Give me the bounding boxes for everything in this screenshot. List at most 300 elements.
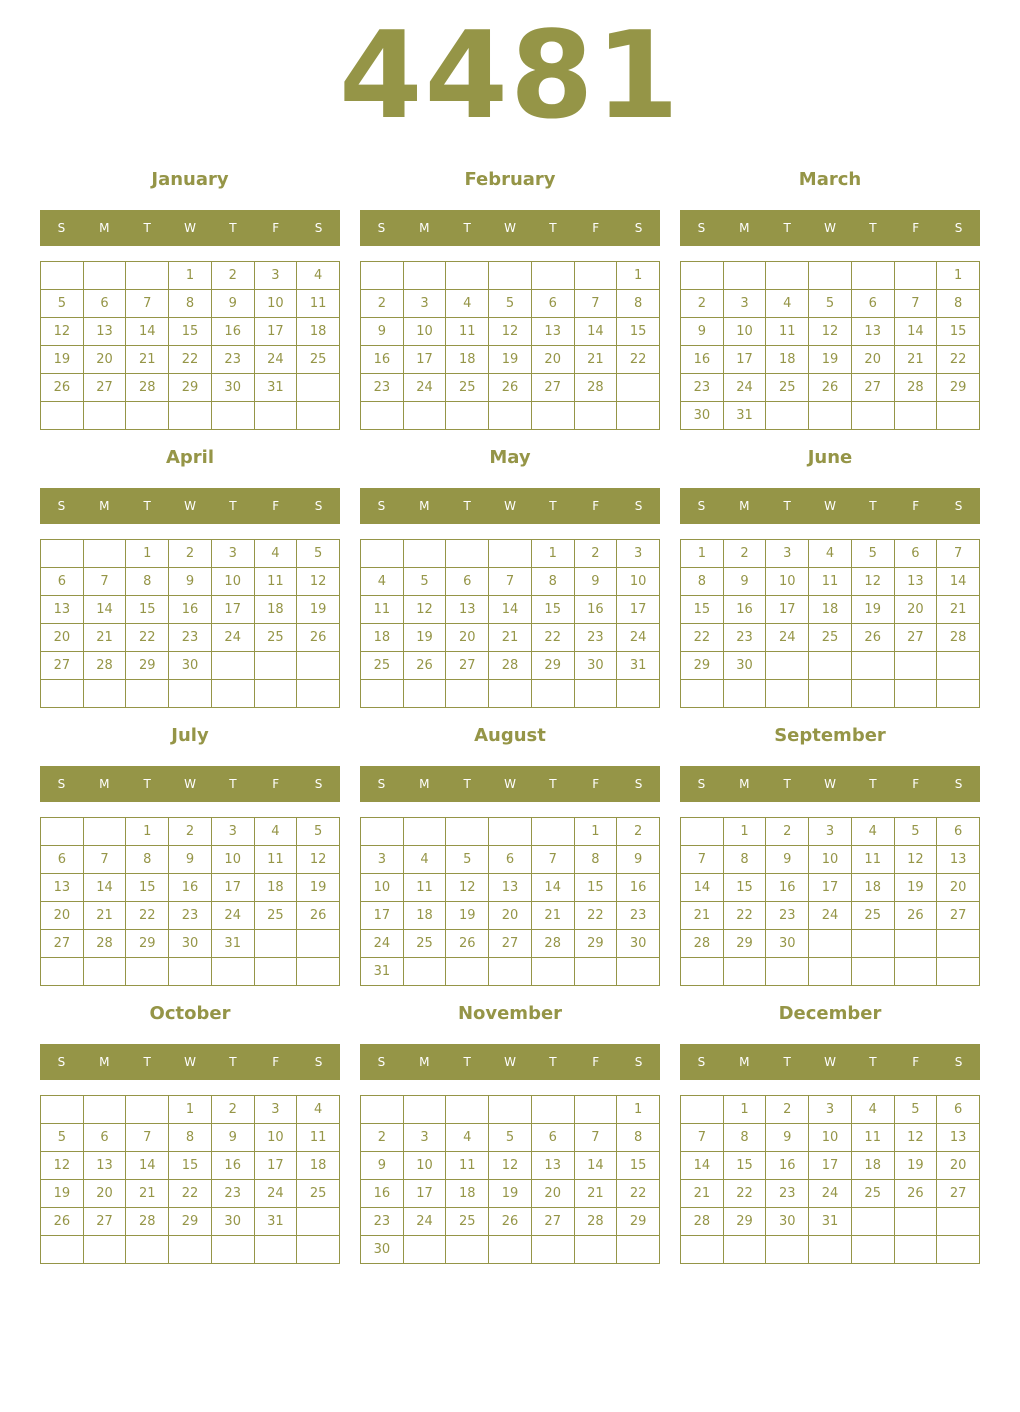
day-cell: 15 (126, 874, 169, 902)
weekday-header (40, 488, 340, 524)
day-cell: 2 (361, 1124, 404, 1152)
day-cell: 10 (212, 568, 255, 596)
month-title: May (489, 447, 531, 468)
day-cell (809, 652, 852, 680)
weekday-header (680, 1044, 980, 1080)
weekday-label: T (869, 777, 877, 791)
weekday-label: T (229, 1055, 237, 1069)
day-cell: 30 (212, 374, 255, 402)
day-cell (809, 958, 852, 986)
month-may (360, 438, 660, 708)
day-cell: 12 (895, 846, 938, 874)
day-cell (766, 1236, 809, 1264)
day-cell: 9 (575, 568, 618, 596)
day-cell: 5 (446, 846, 489, 874)
weekday-label: S (377, 221, 386, 235)
day-cell: 28 (895, 374, 938, 402)
day-cell: 5 (895, 1096, 938, 1124)
day-cell: 12 (895, 1124, 938, 1152)
day-cell (937, 652, 980, 680)
day-cell (617, 402, 660, 430)
day-cell: 2 (212, 262, 255, 290)
day-cell: 4 (809, 540, 852, 568)
weekday-label: F (912, 777, 920, 791)
day-cell: 29 (169, 374, 212, 402)
weekday-header (680, 210, 980, 246)
day-cell: 24 (404, 374, 447, 402)
day-cell: 19 (489, 346, 532, 374)
day-cell: 11 (852, 846, 895, 874)
day-cell: 10 (212, 846, 255, 874)
day-cell: 13 (532, 1152, 575, 1180)
day-cell: 28 (681, 1208, 724, 1236)
day-cell (41, 402, 84, 430)
day-cell: 16 (169, 874, 212, 902)
day-cell (681, 1236, 724, 1264)
day-cell: 8 (937, 290, 980, 318)
day-cell: 14 (126, 318, 169, 346)
day-cell (126, 1096, 169, 1124)
day-cell: 30 (766, 930, 809, 958)
weekday-header (360, 766, 660, 802)
weekday-label: S (697, 499, 706, 513)
day-cell (809, 402, 852, 430)
day-cell: 19 (404, 624, 447, 652)
weekday-header (40, 1044, 340, 1080)
day-cell: 24 (212, 902, 255, 930)
day-cell (766, 652, 809, 680)
weekday-label: T (229, 499, 237, 513)
day-cell: 25 (361, 652, 404, 680)
day-cell: 21 (895, 346, 938, 374)
weekday-label: W (824, 1055, 836, 1069)
day-cell: 14 (489, 596, 532, 624)
day-cell (84, 402, 127, 430)
weekday-label: W (184, 221, 196, 235)
day-cell: 14 (532, 874, 575, 902)
day-cell: 24 (809, 902, 852, 930)
day-cell: 25 (766, 374, 809, 402)
day-cell: 11 (297, 1124, 340, 1152)
day-cell: 2 (681, 290, 724, 318)
day-cell: 19 (446, 902, 489, 930)
day-cell: 11 (297, 290, 340, 318)
day-cell: 23 (361, 374, 404, 402)
day-cell: 17 (404, 346, 447, 374)
day-cell: 22 (575, 902, 618, 930)
day-cell: 13 (41, 596, 84, 624)
day-cell: 3 (212, 818, 255, 846)
day-grid (680, 1095, 980, 1264)
day-cell (297, 402, 340, 430)
day-cell: 25 (852, 1180, 895, 1208)
day-cell: 3 (404, 290, 447, 318)
month-october (40, 994, 340, 1264)
day-cell: 16 (766, 874, 809, 902)
day-cell: 14 (126, 1152, 169, 1180)
day-cell: 28 (937, 624, 980, 652)
day-cell: 22 (937, 346, 980, 374)
day-cell: 1 (617, 262, 660, 290)
day-cell: 8 (169, 1124, 212, 1152)
day-cell: 12 (852, 568, 895, 596)
day-cell (126, 958, 169, 986)
day-cell: 22 (617, 1180, 660, 1208)
day-cell: 6 (41, 568, 84, 596)
day-cell: 6 (895, 540, 938, 568)
day-cell: 16 (617, 874, 660, 902)
day-cell: 8 (724, 846, 767, 874)
day-cell: 11 (361, 596, 404, 624)
day-cell (895, 930, 938, 958)
day-cell (361, 1096, 404, 1124)
day-cell: 26 (895, 902, 938, 930)
day-cell (84, 540, 127, 568)
weekday-header (680, 488, 980, 524)
day-cell (852, 930, 895, 958)
day-cell: 7 (575, 1124, 618, 1152)
day-cell (255, 680, 298, 708)
day-cell: 15 (532, 596, 575, 624)
day-cell: 1 (169, 1096, 212, 1124)
day-cell: 5 (41, 1124, 84, 1152)
day-cell: 5 (41, 290, 84, 318)
day-cell: 25 (446, 1208, 489, 1236)
day-cell (852, 680, 895, 708)
day-cell (126, 402, 169, 430)
day-cell (361, 540, 404, 568)
day-cell: 6 (489, 846, 532, 874)
weekday-label: W (504, 777, 516, 791)
day-cell (809, 262, 852, 290)
day-cell (724, 1236, 767, 1264)
weekday-label: T (783, 499, 791, 513)
day-cell: 10 (361, 874, 404, 902)
day-cell (169, 680, 212, 708)
day-cell: 31 (255, 1208, 298, 1236)
day-grid (40, 539, 340, 708)
day-cell: 10 (404, 318, 447, 346)
day-grid (360, 539, 660, 708)
weekday-label: S (314, 499, 323, 513)
day-cell: 31 (617, 652, 660, 680)
day-cell (361, 680, 404, 708)
weekday-label: W (504, 499, 516, 513)
day-cell: 9 (766, 1124, 809, 1152)
weekday-label: S (377, 1055, 386, 1069)
day-cell: 6 (852, 290, 895, 318)
day-cell: 9 (212, 1124, 255, 1152)
day-cell: 20 (895, 596, 938, 624)
weekday-label: M (739, 1055, 750, 1069)
weekday-label: S (377, 499, 386, 513)
day-cell: 9 (212, 290, 255, 318)
month-january (40, 160, 340, 430)
day-cell: 29 (724, 1208, 767, 1236)
day-cell: 21 (532, 902, 575, 930)
month-february (360, 160, 660, 430)
day-cell: 23 (766, 902, 809, 930)
weekday-label: M (99, 221, 110, 235)
day-cell: 7 (575, 290, 618, 318)
weekday-label: W (824, 777, 836, 791)
weekday-label: T (143, 499, 151, 513)
day-cell (212, 958, 255, 986)
month-april (40, 438, 340, 708)
day-cell (446, 680, 489, 708)
weekday-label: M (739, 499, 750, 513)
day-cell: 18 (297, 1152, 340, 1180)
weekday-label: T (783, 777, 791, 791)
weekday-label: T (463, 1055, 471, 1069)
day-cell (404, 680, 447, 708)
day-cell: 8 (126, 846, 169, 874)
day-cell: 17 (617, 596, 660, 624)
month-july (40, 716, 340, 986)
month-title: June (807, 447, 853, 468)
day-cell (895, 1208, 938, 1236)
day-cell: 5 (489, 290, 532, 318)
day-cell: 13 (937, 1124, 980, 1152)
day-cell (169, 402, 212, 430)
day-grid (680, 539, 980, 708)
weekday-label: S (634, 1055, 643, 1069)
day-cell: 24 (809, 1180, 852, 1208)
day-cell: 19 (895, 874, 938, 902)
weekday-label: W (504, 221, 516, 235)
month-november (360, 994, 660, 1264)
day-cell: 8 (617, 290, 660, 318)
day-cell: 25 (255, 624, 298, 652)
month-title: December (778, 1003, 882, 1024)
weekday-label: T (549, 221, 557, 235)
day-cell: 6 (84, 290, 127, 318)
day-cell: 10 (404, 1152, 447, 1180)
day-cell: 7 (681, 846, 724, 874)
day-cell: 18 (361, 624, 404, 652)
day-cell: 23 (617, 902, 660, 930)
weekday-label: T (869, 1055, 877, 1069)
day-cell: 20 (446, 624, 489, 652)
day-cell: 9 (169, 568, 212, 596)
day-cell: 22 (681, 624, 724, 652)
month-august (360, 716, 660, 986)
day-cell: 26 (809, 374, 852, 402)
day-cell (41, 1236, 84, 1264)
day-cell (489, 262, 532, 290)
day-cell: 15 (126, 596, 169, 624)
day-cell: 21 (937, 596, 980, 624)
day-cell: 9 (361, 1152, 404, 1180)
day-cell: 23 (681, 374, 724, 402)
weekday-label: S (634, 221, 643, 235)
day-cell: 18 (446, 1180, 489, 1208)
day-cell: 30 (361, 1236, 404, 1264)
day-cell: 1 (169, 262, 212, 290)
day-cell: 3 (361, 846, 404, 874)
day-cell: 3 (617, 540, 660, 568)
day-cell (404, 540, 447, 568)
day-cell: 15 (169, 1152, 212, 1180)
day-cell: 2 (575, 540, 618, 568)
day-cell: 13 (446, 596, 489, 624)
day-cell: 18 (809, 596, 852, 624)
weekday-label: S (57, 499, 66, 513)
weekday-label: S (634, 499, 643, 513)
day-cell: 21 (681, 902, 724, 930)
day-cell: 1 (681, 540, 724, 568)
weekday-label: S (954, 499, 963, 513)
day-cell: 25 (297, 346, 340, 374)
day-cell (169, 958, 212, 986)
day-cell: 27 (489, 930, 532, 958)
day-cell: 13 (84, 318, 127, 346)
weekday-label: S (314, 1055, 323, 1069)
day-cell (126, 680, 169, 708)
day-cell (532, 1096, 575, 1124)
day-cell: 1 (126, 818, 169, 846)
day-cell: 27 (41, 652, 84, 680)
day-cell (852, 402, 895, 430)
day-cell (41, 958, 84, 986)
day-cell: 25 (809, 624, 852, 652)
weekday-label: T (463, 777, 471, 791)
day-cell: 14 (937, 568, 980, 596)
day-cell: 4 (446, 290, 489, 318)
month-title: August (474, 725, 546, 746)
day-cell: 1 (724, 818, 767, 846)
weekday-header (680, 766, 980, 802)
day-cell: 6 (937, 818, 980, 846)
weekday-label: S (314, 777, 323, 791)
year-title: 4481 (339, 7, 681, 146)
day-cell: 9 (766, 846, 809, 874)
day-cell: 10 (809, 846, 852, 874)
day-cell (575, 402, 618, 430)
day-cell (404, 1236, 447, 1264)
day-cell (724, 680, 767, 708)
day-cell (575, 958, 618, 986)
day-cell: 20 (532, 1180, 575, 1208)
day-cell: 15 (937, 318, 980, 346)
day-cell: 6 (41, 846, 84, 874)
day-cell: 23 (575, 624, 618, 652)
day-cell: 26 (297, 624, 340, 652)
day-cell: 15 (681, 596, 724, 624)
day-cell: 27 (895, 624, 938, 652)
day-cell: 4 (255, 818, 298, 846)
day-cell (41, 262, 84, 290)
month-june (680, 438, 980, 708)
day-cell: 3 (255, 1096, 298, 1124)
day-grid (680, 817, 980, 986)
day-cell (937, 1236, 980, 1264)
day-cell (297, 958, 340, 986)
day-cell: 10 (766, 568, 809, 596)
day-cell (809, 680, 852, 708)
day-cell: 31 (809, 1208, 852, 1236)
day-cell: 26 (297, 902, 340, 930)
day-cell: 7 (84, 846, 127, 874)
day-cell: 29 (937, 374, 980, 402)
day-cell: 10 (809, 1124, 852, 1152)
day-cell: 7 (126, 290, 169, 318)
weekday-label: M (419, 777, 430, 791)
weekday-header (40, 766, 340, 802)
day-cell: 12 (446, 874, 489, 902)
weekday-label: T (463, 221, 471, 235)
day-cell: 1 (126, 540, 169, 568)
day-cell: 7 (84, 568, 127, 596)
day-cell (297, 680, 340, 708)
day-cell (532, 262, 575, 290)
day-cell: 13 (84, 1152, 127, 1180)
day-cell: 28 (126, 1208, 169, 1236)
day-cell (84, 818, 127, 846)
day-cell: 17 (212, 874, 255, 902)
day-cell: 15 (724, 874, 767, 902)
day-cell: 23 (169, 902, 212, 930)
day-cell (895, 262, 938, 290)
day-cell: 27 (41, 930, 84, 958)
day-cell (681, 1096, 724, 1124)
day-cell: 18 (255, 874, 298, 902)
weekday-header (360, 1044, 660, 1080)
weekday-label: M (99, 777, 110, 791)
day-cell: 22 (169, 1180, 212, 1208)
weekday-label: F (912, 499, 920, 513)
day-cell (766, 680, 809, 708)
day-cell: 17 (212, 596, 255, 624)
day-cell: 20 (852, 346, 895, 374)
day-cell: 5 (404, 568, 447, 596)
day-cell: 11 (404, 874, 447, 902)
weekday-label: F (272, 1055, 280, 1069)
day-cell: 30 (212, 1208, 255, 1236)
day-cell: 20 (41, 902, 84, 930)
weekday-label: M (419, 1055, 430, 1069)
day-cell (41, 680, 84, 708)
day-cell: 19 (895, 1152, 938, 1180)
weekday-label: S (954, 1055, 963, 1069)
weekday-label: F (592, 221, 600, 235)
month-march (680, 160, 980, 430)
day-cell: 5 (895, 818, 938, 846)
day-cell: 6 (937, 1096, 980, 1124)
day-cell: 19 (297, 874, 340, 902)
day-cell: 9 (681, 318, 724, 346)
day-cell: 24 (255, 1180, 298, 1208)
day-cell: 24 (617, 624, 660, 652)
day-cell: 18 (404, 902, 447, 930)
day-cell (681, 680, 724, 708)
day-cell (361, 262, 404, 290)
day-cell: 24 (404, 1208, 447, 1236)
day-cell: 24 (766, 624, 809, 652)
day-cell: 26 (489, 374, 532, 402)
day-cell: 14 (575, 1152, 618, 1180)
day-cell: 5 (852, 540, 895, 568)
day-cell: 30 (169, 652, 212, 680)
day-cell (404, 262, 447, 290)
day-cell (489, 1096, 532, 1124)
weekday-header (360, 488, 660, 524)
day-cell: 1 (937, 262, 980, 290)
weekday-label: T (549, 1055, 557, 1069)
day-cell (297, 1208, 340, 1236)
day-cell: 8 (575, 846, 618, 874)
weekday-label: T (549, 777, 557, 791)
